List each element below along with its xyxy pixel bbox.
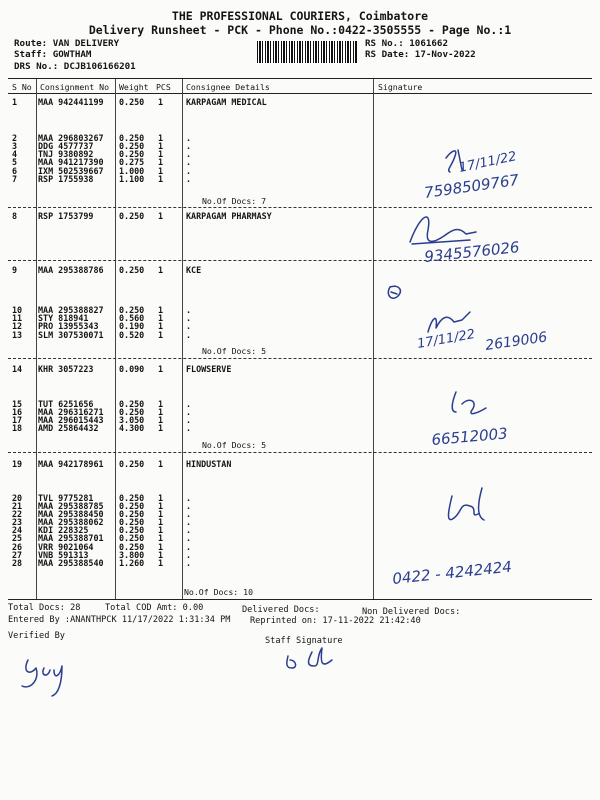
cell-sno: 3 [12,141,18,151]
cell-pcs: 1 [158,407,164,417]
cell-sno: 11 [12,313,23,323]
cell-consignee: FLOWSERVE [186,364,232,374]
cell-sno: 2 [12,133,18,143]
staff-signature-label: Staff Signature [265,636,343,646]
handwritten-phone: 66512003 [430,424,509,449]
cell-consignment: TUT 6251656 [38,399,94,409]
cell-consignee: . [186,542,192,552]
cell-weight: 1.100 [119,174,145,184]
cell-consignee: . [186,558,192,568]
cell-sno: 15 [12,399,23,409]
cell-weight: 0.250 [119,525,145,535]
cell-weight: 0.090 [119,364,145,374]
cell-consignment: TNJ 9380892 [38,149,94,159]
signature-5 [392,488,513,588]
cell-sno: 12 [12,321,23,331]
cell-consignee: KARPAGAM MEDICAL [186,97,267,107]
cell-consignee: . [186,407,192,417]
runsheet-subtitle: Delivery Runsheet - PCK - Phone No.:0422-3505555 - Page No.:1 [88,23,512,37]
cell-consignee: . [186,501,192,511]
cell-pcs: 1 [158,364,164,374]
cell-consignee: KARPAGAM PHARMASY [186,211,272,221]
cell-weight: 0.250 [119,399,145,409]
cell-weight: 0.250 [119,509,145,519]
cell-pcs: 1 [158,174,164,184]
cell-weight: 0.250 [119,501,145,511]
cell-weight: 0.520 [119,330,145,340]
cell-consignee: . [186,525,192,535]
reprinted-on: Reprinted on: 17-11-2022 21:42:40 [250,616,421,626]
cell-consignee: . [186,399,192,409]
cell-sno: 19 [12,459,23,469]
cell-pcs: 1 [158,550,164,560]
cell-weight: 0.250 [119,211,145,221]
cell-pcs: 1 [158,533,164,543]
cell-pcs: 1 [158,157,164,167]
cell-consignee: . [186,517,192,527]
cell-sno: 23 [12,517,23,527]
col-header-sno: S No [12,82,32,92]
cell-weight: 0.250 [119,533,145,543]
cell-consignment: MAA 295388827 [38,305,104,315]
cell-consignee: . [186,305,192,315]
cell-weight: 0.560 [119,313,145,323]
cell-weight: 0.250 [119,542,145,552]
non-delivered-docs: Non Delivered Docs: [362,607,461,617]
cell-pcs: 1 [158,313,164,323]
cell-consignment: STY 818941 [38,313,89,323]
verified-by-signature [22,660,62,696]
cell-consignment: MAA 295388786 [38,265,104,275]
cell-consignee: . [186,174,192,184]
col-header-consignee: Consignee Details [186,82,270,92]
cell-sno: 24 [12,525,23,535]
cell-pcs: 1 [158,542,164,552]
cell-consignment: DDG 4577737 [38,141,94,151]
staff: Staff: GOWTHAM [14,49,92,60]
signature-2 [410,217,520,266]
cell-consignment: MAA 942178961 [38,459,104,469]
company-title: THE PROFESSIONAL COURIERS, Coimbatore [171,9,429,23]
cell-weight: 0.250 [119,407,145,417]
cell-sno: 16 [12,407,23,417]
route: Route: VAN DELIVERY [14,38,120,49]
cell-consignment: KDI 228325 [38,525,89,535]
cell-weight: 1.260 [119,558,145,568]
cell-consignment: IXM 502539667 [38,166,104,176]
cell-consignee: . [186,550,192,560]
cell-consignment: SLM 307530071 [38,330,104,340]
cell-consignee: . [186,330,192,340]
rs-date: RS Date: 17-Nov-2022 [365,49,476,60]
cell-weight: 3.050 [119,415,145,425]
cell-consignee: . [186,157,192,167]
cell-consignment: VNB 591313 [38,550,89,560]
cell-consignee: . [186,133,192,143]
group-doc-count: No.Of Docs: 5 [202,440,267,450]
cell-consignment: MAA 942441199 [38,97,104,107]
rs-number: RS No.: 1061662 [365,38,448,49]
col-header-consignment: Consignment No [40,82,110,92]
cell-sno: 27 [12,550,23,560]
cell-consignment: MAA 296316271 [38,407,104,417]
cell-consignee: . [186,423,192,433]
signature-date: 17/11/22 [457,149,518,176]
cell-sno: 20 [12,493,23,503]
cell-pcs: 1 [158,517,164,527]
cell-sno: 6 [12,166,18,176]
cell-sno: 10 [12,305,23,315]
cell-consignment: MAA 295388450 [38,509,104,519]
group-doc-count: No.Of Docs: 5 [202,346,267,356]
cell-consignment: MAA 296015443 [38,415,104,425]
cell-sno: 28 [12,558,23,568]
cell-weight: 4.300 [119,423,145,433]
cell-pcs: 1 [158,558,164,568]
cell-pcs: 1 [158,330,164,340]
cell-sno: 8 [12,211,18,221]
col-header-signature: Signature [378,82,423,92]
cell-weight: 0.250 [119,459,145,469]
cell-sno: 25 [12,533,23,543]
total-docs: Total Docs: 28 [8,603,81,613]
cell-consignment: MAA 295388540 [38,558,104,568]
cell-consignment: MAA 941217390 [38,157,104,167]
handwritten-phone: 0422 - 4242424 [391,557,513,588]
group-doc-count: No.Of Docs: 10 [184,587,254,597]
cell-sno: 5 [12,157,18,167]
cell-sno: 22 [12,509,23,519]
cell-consignee: . [186,313,192,323]
cell-pcs: 1 [158,423,164,433]
cell-sno: 18 [12,423,23,433]
cell-sno: 7 [12,174,18,184]
cell-consignee: . [186,321,192,331]
handwritten-phone: 7598509767 [423,170,521,202]
cell-consignee: . [186,509,192,519]
drs-number: DRS No.: DCJB106166201 [14,61,136,72]
signature-1 [423,149,520,202]
signature-4 [431,392,509,449]
cell-pcs: 1 [158,459,164,469]
cell-sno: 14 [12,364,23,374]
cell-weight: 0.250 [119,305,145,315]
cell-consignment: AMD 25864432 [38,423,99,433]
staff-signature-mark [287,648,332,668]
cell-pcs: 1 [158,321,164,331]
cell-pcs: 1 [158,133,164,143]
entered-by: Entered By :ANANTHPCK 11/17/2022 1:31:34 PM [8,615,231,625]
cell-consignment: VRR 9021064 [38,542,94,552]
cell-weight: 0.250 [119,133,145,143]
cell-pcs: 1 [158,141,164,151]
cell-sno: 21 [12,501,23,511]
cell-pcs: 1 [158,149,164,159]
group-doc-count: No.Of Docs: 7 [202,196,267,206]
cell-pcs: 1 [158,211,164,221]
cell-sno: 1 [12,97,18,107]
cell-consignee: HINDUSTAN [186,459,232,469]
cell-weight: 0.250 [119,97,145,107]
cell-consignee: KCE [186,265,202,275]
cell-sno: 4 [12,149,18,159]
cell-weight: 0.250 [119,265,145,275]
cell-sno: 17 [12,415,23,425]
cell-pcs: 1 [158,501,164,511]
cell-consignment: MAA 295388701 [38,533,104,543]
cell-consignee: . [186,415,192,425]
cell-consignment: KHR 3057223 [38,364,94,374]
cell-pcs: 1 [158,415,164,425]
col-header-pcs: PCS [156,82,171,92]
cell-weight: 0.250 [119,493,145,503]
cell-weight: 0.250 [119,149,145,159]
cell-pcs: 1 [158,305,164,315]
cell-weight: 0.275 [119,157,145,167]
cell-pcs: 1 [158,509,164,519]
cell-weight: 0.250 [119,141,145,151]
signature-date: 17/11/22 [416,327,477,352]
handwritten-phone: 2619006 [484,329,549,354]
cell-consignment: RSP 1753799 [38,211,94,221]
cell-pcs: 1 [158,97,164,107]
signature-3 [388,286,548,354]
cell-sno: 9 [12,265,18,275]
cell-sno: 13 [12,330,23,340]
delivered-docs: Delivered Docs: [242,605,320,615]
cell-weight: 1.000 [119,166,145,176]
cell-pcs: 1 [158,166,164,176]
cell-consignment: PRO 13955343 [38,321,99,331]
verified-by-label: Verified By [8,631,65,641]
handwritten-phone: 9345576026 [423,238,521,266]
cell-consignee: . [186,533,192,543]
cell-pcs: 1 [158,399,164,409]
cell-weight: 0.190 [119,321,145,331]
cell-pcs: 1 [158,525,164,535]
cell-consignee: . [186,166,192,176]
cell-consignment: MAA 296803267 [38,133,104,143]
cell-weight: 0.250 [119,517,145,527]
cell-consignment: RSP 1755938 [38,174,94,184]
cell-consignment: TVL 9775281 [38,493,94,503]
cell-consignee: . [186,141,192,151]
cell-consignee: . [186,493,192,503]
cell-consignment: MAA 295388785 [38,501,104,511]
total-cod: Total COD Amt: 0.00 [105,603,204,613]
cell-pcs: 1 [158,265,164,275]
cell-pcs: 1 [158,493,164,503]
cell-weight: 3.800 [119,550,145,560]
cell-sno: 26 [12,542,23,552]
col-header-weight: Weight [119,82,149,92]
cell-consignment: MAA 295388062 [38,517,104,527]
cell-consignee: . [186,149,192,159]
